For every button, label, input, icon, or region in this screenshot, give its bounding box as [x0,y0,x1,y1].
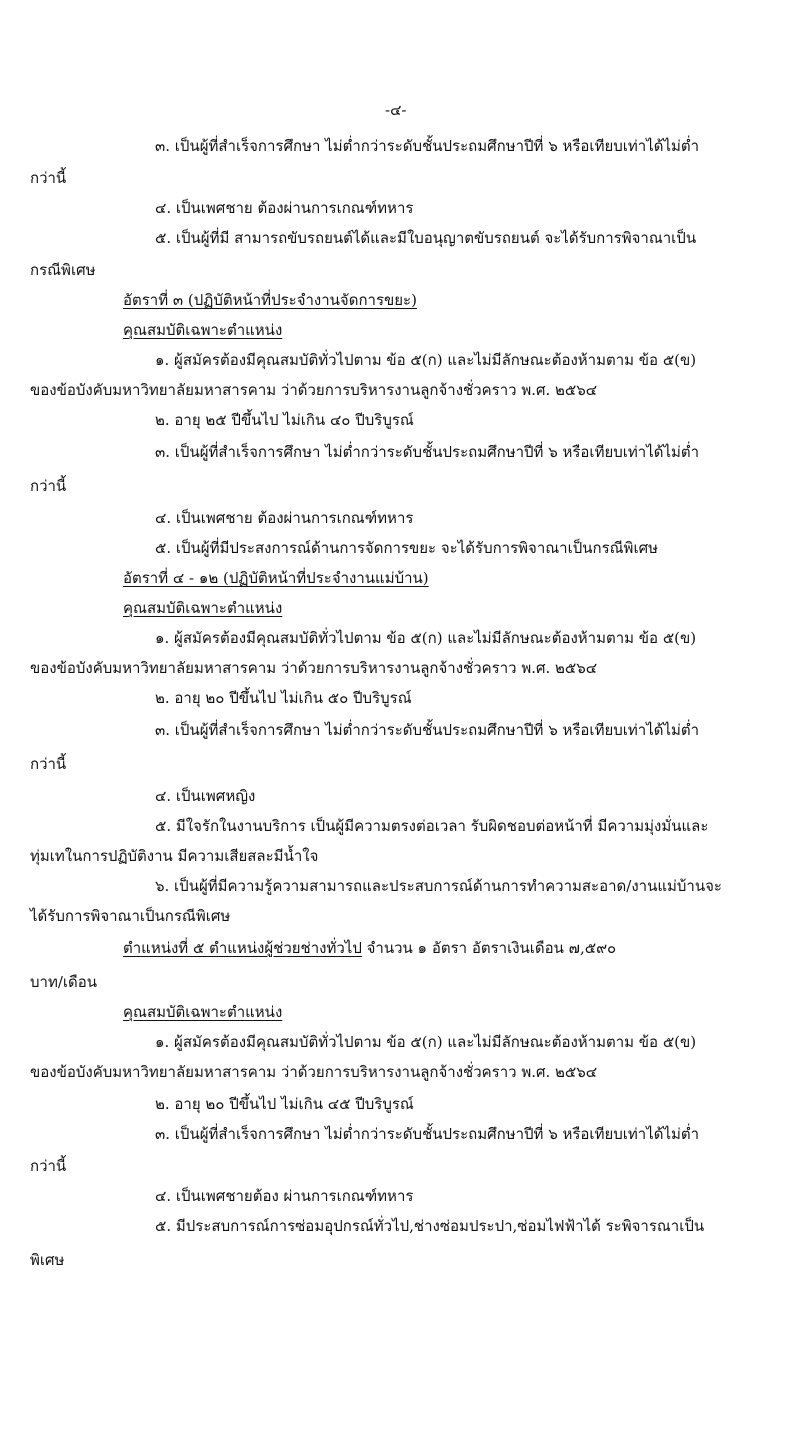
text-line: กรณีพิเศษ [30,261,96,279]
text-line: ๕. มีประสบการณ์การซ่อมอุปกรณ์ทั่วไป,ช่างซ่อมประปา,ซ่อมไฟฟ้าได้ ระพิจารณาเป็น [155,1217,705,1235]
text-line: ๒. อายุ ๒๕ ปีขึ้นไป ไม่เกิน ๔๐ ปีบริบูรณ์ [155,411,414,429]
text-line: ๑. ผู้สมัครต้องมีคุณสมบัติทั่วไปตาม ข้อ ๕(ก) และไม่มีลักษณะต้องห้ามตาม ข้อ ๕(ข) [155,351,697,369]
text-line: ๓. เป็นผู้ที่สำเร็จการศึกษา ไม่ต่ำกว่าระดับชั้นประถมศึกษาปีที่ ๖ หรือเทียบเท่าได้ไม่ต่ำ [155,137,700,155]
text-line: กว่านี้ [30,755,67,773]
text-line: ๒. อายุ ๒๐ ปีขึ้นไป ไม่เกิน ๔๕ ปีบริบูรณ์ [155,1095,414,1113]
text-line: กว่านี้ [30,1157,67,1175]
text-line: ของข้อบังคับมหาวิทยาลัยมหาสารคาม ว่าด้วยการบริหารงานลูกจ้างชั่วคราว พ.ศ. ๒๕๖๔ [30,659,598,677]
text-line: ๕. เป็นผู้ที่มีประสงการณ์ด้านการจัดการขยะ จะได้รับการพิจาณาเป็นกรณีพิเศษ [155,539,658,557]
text-line: ๖. เป็นผู้ที่มีความรู้ความสามารถและประสบการณ์ด้านการทำความสะอาด/งานแม่บ้านจะ [155,877,722,895]
section-heading: อัตราที่ ๓ (ปฏิบัติหน้าที่ประจำงานจัดการขยะ) [123,291,417,309]
text-line: ๑. ผู้สมัครต้องมีคุณสมบัติทั่วไปตาม ข้อ ๕(ก) และไม่มีลักษณะต้องห้ามตาม ข้อ ๕(ข) [155,629,697,647]
position-heading-line [123,938,616,958]
text-line: กว่านี้ [30,477,67,495]
position-heading: ตำแหน่งที่ ๕ ตำแหน่งผู้ช่วยช่างทั่วไป [123,939,362,957]
text-line: ๔. เป็นเพศชายต้อง ผ่านการเกณฑ์ทหาร [155,1187,414,1205]
subsection-heading: คุณสมบัติเฉพาะตำแหน่ง [123,599,283,617]
text-line: พิเศษ [30,1251,65,1269]
position-quota: จำนวน ๑ อัตรา อัตราเงินเดือน ๗,๕๙๐ [366,939,617,957]
subsection-heading: คุณสมบัติเฉพาะตำแหน่ง [123,1003,283,1021]
text-line: ๓. เป็นผู้ที่สำเร็จการศึกษา ไม่ต่ำกว่าระดับชั้นประถมศึกษาปีที่ ๖ หรือเทียบเท่าได้ไม่ต่ำ [155,721,700,739]
page-number: -๔- [385,101,407,119]
text-line: ได้รับการพิจาณาเป็นกรณีพิเศษ [30,907,231,925]
text-line: ๓. เป็นผู้ที่สำเร็จการศึกษา ไม่ต่ำกว่าระดับชั้นประถมศึกษาปีที่ ๖ หรือเทียบเท่าได้ไม่ต่ำ [155,443,700,461]
section-heading: อัตราที่ ๔ - ๑๒ (ปฏิบัติหน้าที่ประจำงานแม่บ้าน) [123,569,429,587]
text-line: กว่านี้ [30,169,67,187]
text-line: ของข้อบังคับมหาวิทยาลัยมหาสารคาม ว่าด้วยการบริหารงานลูกจ้างชั่วคราว พ.ศ. ๒๕๖๔ [30,1063,598,1081]
text-line: ๓. เป็นผู้ที่สำเร็จการศึกษา ไม่ต่ำกว่าระดับชั้นประถมศึกษาปีที่ ๖ หรือเทียบเท่าได้ไม่ต่ำ [155,1125,700,1143]
text-line: ๔. เป็นเพศหญิง [155,787,256,805]
text-line: ๕. เป็นผู้ที่มี สามารถขับรถยนต์ได้และมีใบอนุญาตขับรถยนต์ จะได้รับการพิจาณาเป็น [155,229,697,247]
subsection-heading: คุณสมบัติเฉพาะตำแหน่ง [123,321,283,339]
text-line: ๑. ผู้สมัครต้องมีคุณสมบัติทั่วไปตาม ข้อ ๕(ก) และไม่มีลักษณะต้องห้ามตาม ข้อ ๕(ข) [155,1033,697,1051]
text-line: ของข้อบังคับมหาวิทยาลัยมหาสารคาม ว่าด้วยการบริหารงานลูกจ้างชั่วคราว พ.ศ. ๒๕๖๔ [30,381,598,399]
text-line: ๔. เป็นเพศชาย ต้องผ่านการเกณฑ์ทหาร [155,509,414,527]
text-line: ๕. มีใจรักในงานบริการ เป็นผู้มีความตรงต่อเวลา รับผิดชอบต่อหน้าที่ มีความมุ่งมั่นและ [155,817,709,835]
text-line: ทุ่มเทในการปฏิบัติงาน มีความเสียสละมีน้ำใจ [30,847,319,865]
text-line: บาท/เดือน [30,973,98,991]
text-line: ๔. เป็นเพศชาย ต้องผ่านการเกณฑ์ทหาร [155,199,414,217]
text-line: ๒. อายุ ๒๐ ปีขึ้นไป ไม่เกิน ๕๐ ปีบริบูรณ์ [155,689,412,707]
